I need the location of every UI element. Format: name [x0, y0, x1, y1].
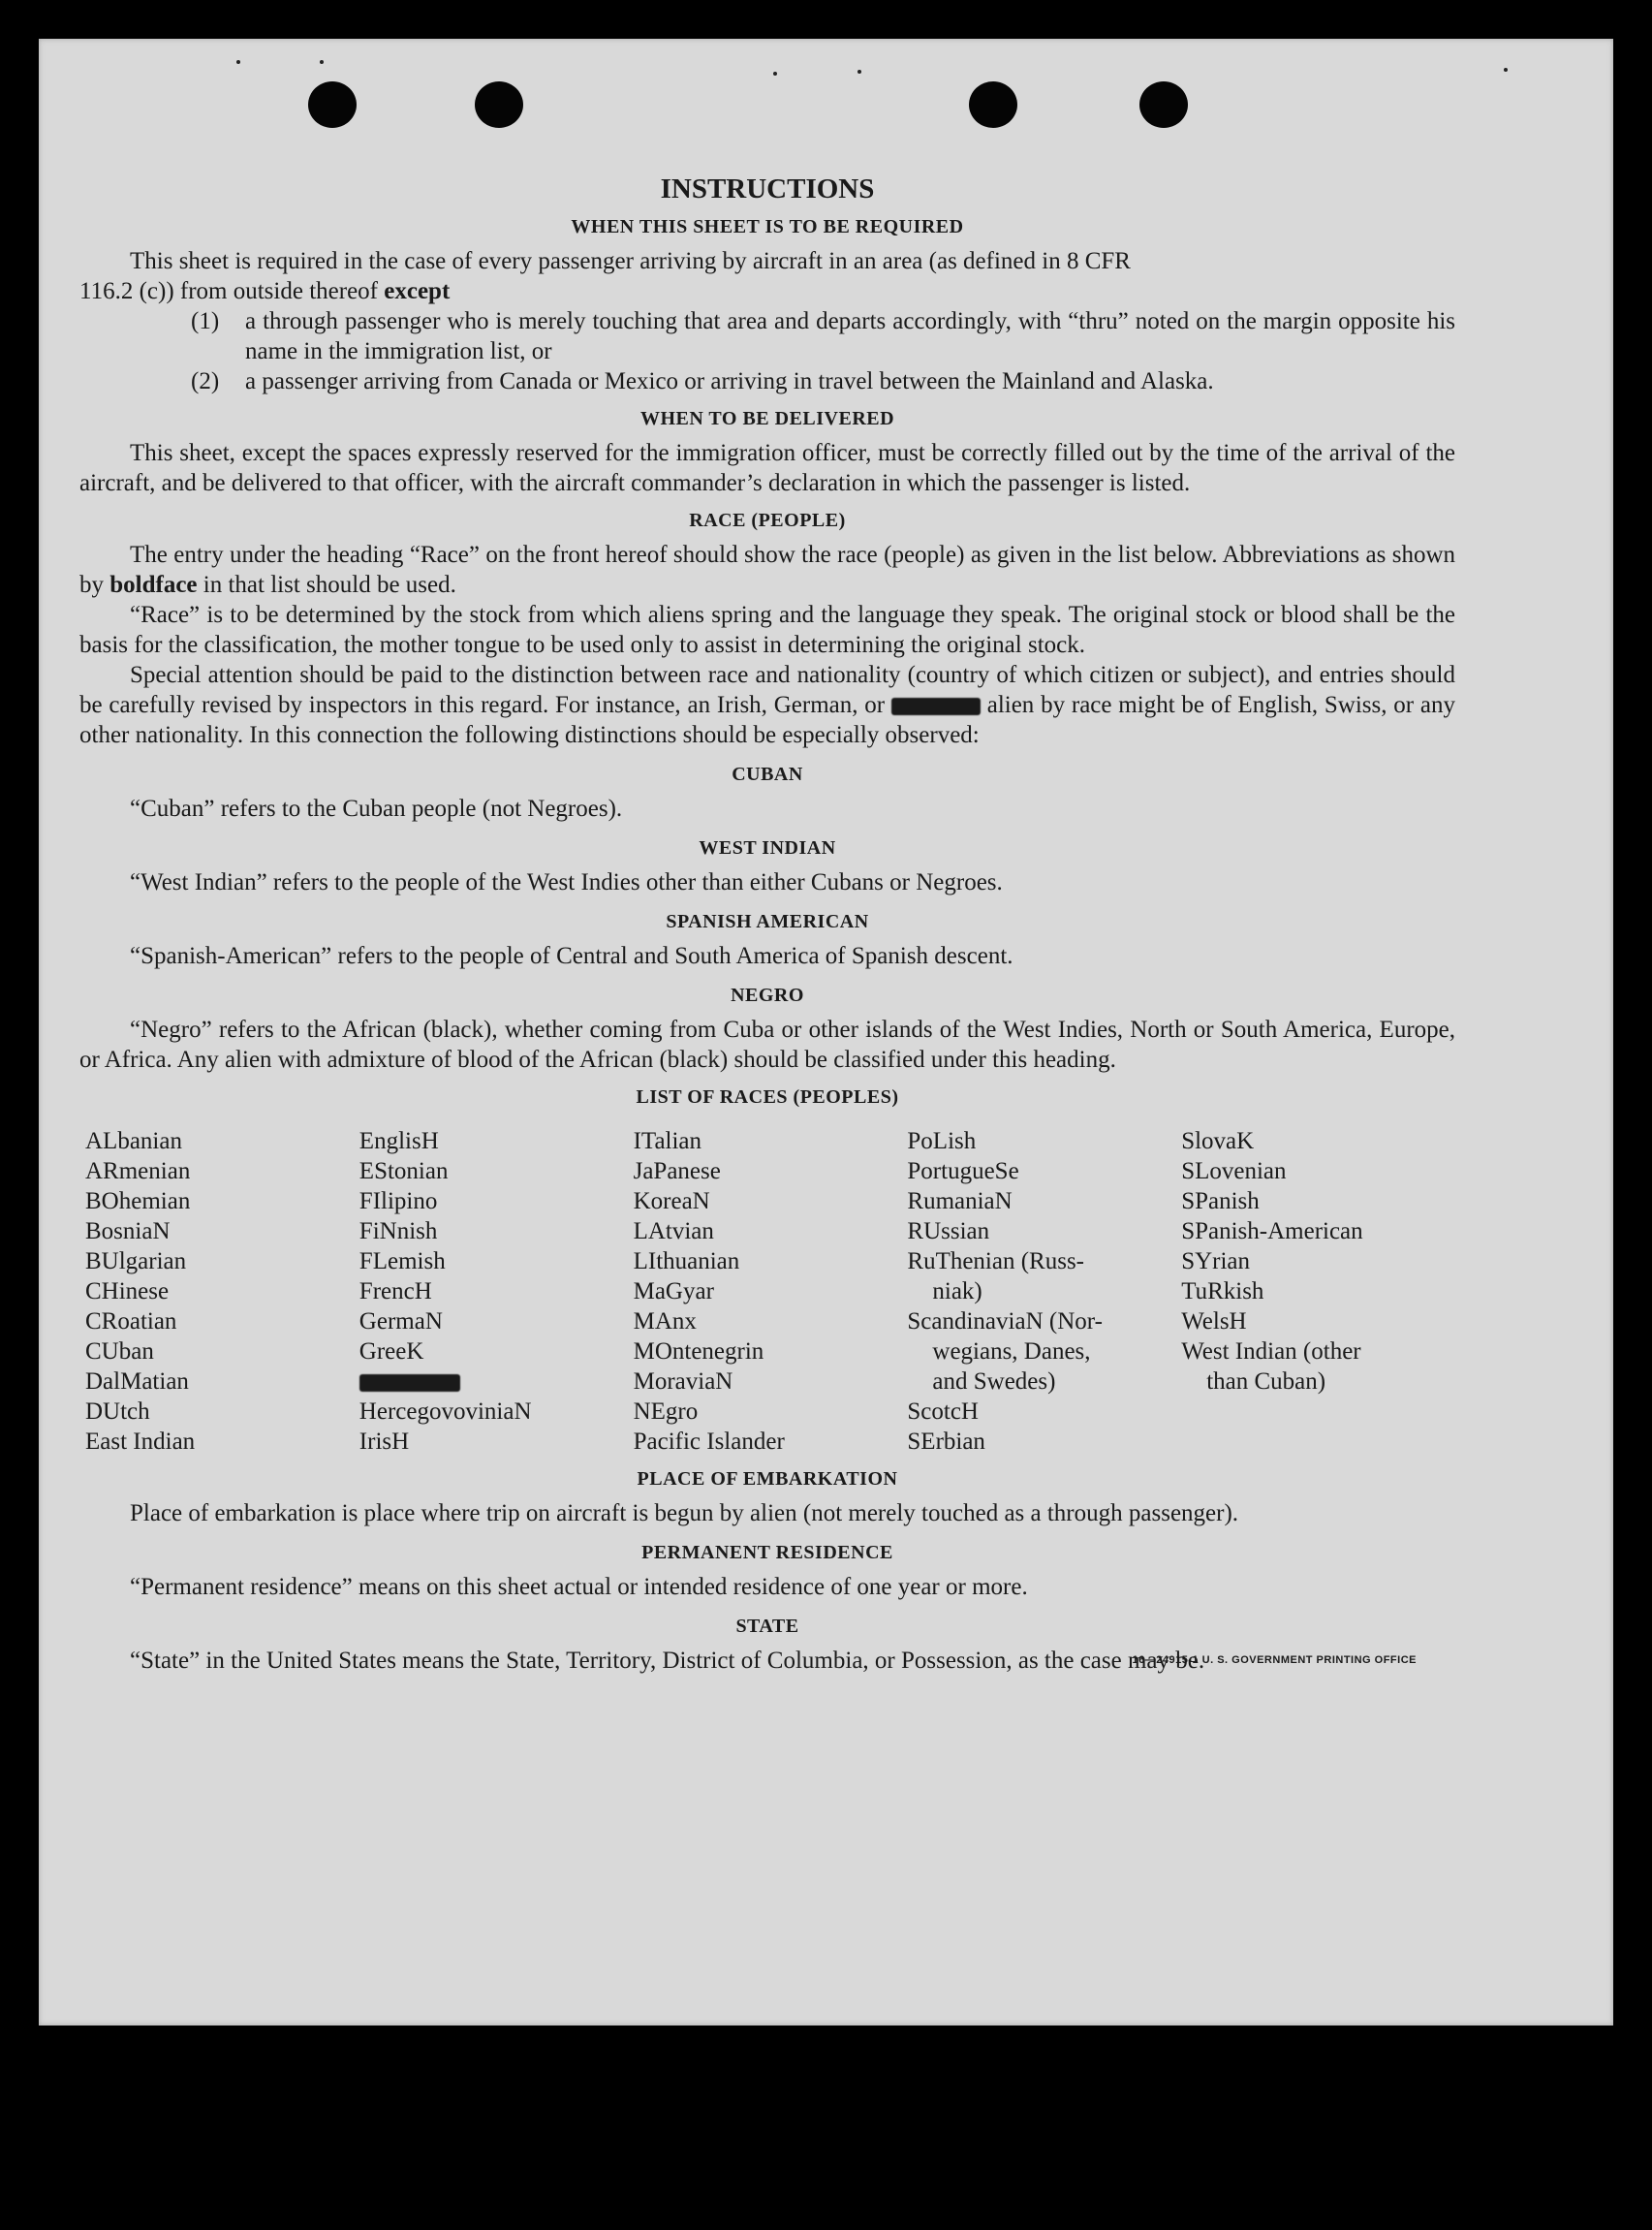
state-block	[79, 1646, 1455, 1676]
race-column	[907, 1126, 1181, 1457]
list-item: (2) a passenger arriving from Canada or Mexico or arriving in travel between the Mainland and Alaska.	[191, 368, 1214, 394]
race-entry: East Indian	[85, 1429, 196, 1455]
race-entry: West Indian (other	[1181, 1338, 1361, 1365]
section-heading: PERMANENT RESIDENCE	[641, 1542, 893, 1563]
race-entry: niak)	[932, 1278, 982, 1304]
race-entry: ARmenian	[85, 1158, 191, 1184]
paragraph: The entry under the heading “Race” on the front hereof should show the race (people) as given in the list below. Abbreviations as shown by boldface in that list should be used.	[79, 542, 1455, 598]
race-entry: PoLish	[907, 1128, 977, 1154]
race-entry: SErbian	[907, 1429, 985, 1455]
race-entry: RumaniaN	[907, 1188, 1013, 1214]
race-column	[634, 1126, 908, 1457]
race-entry: FIlipino	[358, 1188, 438, 1214]
document-page	[39, 39, 1613, 2026]
speck	[857, 70, 861, 74]
race-entry: NEgro	[633, 1398, 699, 1425]
race-entry: SlovaK	[1181, 1128, 1255, 1154]
race-entry: MOntenegrin	[633, 1338, 764, 1365]
race-entry: WelsH	[1181, 1308, 1247, 1335]
paragraph: “Race” is to be determined by the stock from which aliens spring and the language they speak. The original stock or blood shall be the basis for the classification, the mother tongue to be used only to assist in determining the original stock.	[79, 602, 1455, 658]
race-entry: FiNnish	[358, 1218, 438, 1244]
paragraph: Place of embarkation is place where trip on aircraft is begun by alien (not merely touched as a through passenger).	[130, 1500, 1239, 1526]
race-entry: IrisH	[358, 1429, 410, 1455]
race-entry: GermaN	[358, 1308, 443, 1335]
race-column	[1181, 1126, 1455, 1457]
section-heading: LIST OF RACES (PEOPLES)	[636, 1086, 899, 1108]
race-entry: EStonian	[358, 1158, 449, 1184]
race-entry: LAtvian	[633, 1218, 714, 1244]
printer-mark: 16—24915-1 U. S. GOVERNMENT PRINTING OFFICE	[1132, 1654, 1417, 1666]
race-entry: MAnx	[633, 1308, 697, 1335]
race-entry: FLemish	[358, 1248, 446, 1274]
race-list	[85, 1126, 1455, 1457]
race-entry: BosniaN	[85, 1218, 171, 1244]
race-column	[85, 1126, 359, 1457]
race-entry: HercegovoviniaN	[358, 1398, 532, 1425]
speck	[773, 72, 777, 76]
race-entry: RuThenian (Russ-	[907, 1248, 1085, 1274]
page-title: INSTRUCTIONS	[660, 173, 875, 204]
race-entry: Pacific Islander	[633, 1429, 785, 1455]
punch-hole	[1139, 81, 1188, 128]
paragraph: This sheet is required in the case of every passenger arriving by aircraft in an area (as defined in 8 CFR 116.2 (c)) from outside thereof except	[79, 248, 1131, 304]
race-entry: DalMatian	[85, 1368, 189, 1395]
section-heading: PLACE OF EMBARKATION	[637, 1468, 898, 1490]
paragraph: “Spanish-American” refers to the people of Central and South America of Spanish descent.	[130, 943, 1013, 969]
section-heading: SPANISH AMERICAN	[666, 911, 869, 932]
race-entry: ScotcH	[907, 1398, 979, 1425]
race-column	[359, 1126, 634, 1457]
race-entry: ITalian	[633, 1128, 702, 1154]
race-entry: CHinese	[85, 1278, 170, 1304]
punch-hole	[475, 81, 523, 128]
race-entry: SPanish	[1181, 1188, 1260, 1214]
paragraph: Special attention should be paid to the distinction between race and nationality (country of which citizen or subject), and entries should be carefully revised by inspectors in this regard. For instance, an Irish, German, or alien by race might be of English, Swiss, or any other nationality. In this connection the following distinctions should be especially observed:	[79, 662, 1455, 748]
race-entry: wegians, Danes,	[932, 1338, 1091, 1365]
speck	[236, 60, 240, 64]
paragraph: “Cuban” refers to the Cuban people (not Negroes).	[130, 796, 623, 822]
race-entry: RUssian	[907, 1218, 990, 1244]
race-entry: than Cuban)	[1206, 1368, 1326, 1395]
race-entry: BOhemian	[85, 1188, 191, 1214]
race-entry: FrencH	[358, 1278, 432, 1304]
race-entry: GreeK	[358, 1338, 424, 1365]
race-entry: CUban	[85, 1338, 154, 1365]
race-entry: BUlgarian	[85, 1248, 187, 1274]
race-entry: EnglisH	[358, 1128, 439, 1154]
race-entry: MaGyar	[633, 1278, 714, 1304]
punch-hole	[308, 81, 357, 128]
race-entry: KoreaN	[633, 1188, 710, 1214]
race-entry: TuRkish	[1181, 1278, 1264, 1304]
paragraph: This sheet, except the spaces expressly reserved for the immigration officer, must be correctly filled out by the time of the arrival of the aircraft, and be delivered to that officer, with the aircraft commander’s declaration in which the passenger is listed.	[79, 440, 1455, 496]
race-entry: SPanish-American	[1181, 1218, 1363, 1244]
race-entry: CRoatian	[85, 1308, 177, 1335]
section-heading: WEST INDIAN	[699, 837, 836, 859]
paragraph: “State” in the United States means the State, Territory, District of Columbia, or Possession, as the case may be.	[130, 1648, 1205, 1674]
race-entry: DUtch	[85, 1398, 150, 1425]
redaction-mark	[891, 698, 981, 715]
paragraph: “Negro” refers to the African (black), whether coming from Cuba or other islands of the West Indies, North or South America, Europe, or Africa. Any alien with admixture of blood of the African (black) should be classified under this heading.	[79, 1017, 1455, 1073]
race-entry: SYrian	[1181, 1248, 1251, 1274]
redaction-mark	[359, 1374, 460, 1392]
list-item: (1) a through passenger who is merely touching that area and departs accordingly, with “thru” noted on the margin opposite his name in the immigration list, or	[191, 308, 1455, 364]
speck	[1504, 68, 1508, 72]
instructions-text	[79, 174, 1455, 1676]
race-entry: PortugueSe	[907, 1158, 1019, 1184]
race-entry: LIthuanian	[633, 1248, 740, 1274]
section-heading: STATE	[735, 1616, 799, 1637]
race-entry-redacted	[359, 1366, 634, 1397]
speck	[320, 60, 324, 64]
paragraph: “West Indian” refers to the people of the West Indies other than either Cubans or Negroes.	[130, 869, 1003, 895]
section-heading: WHEN TO BE DELIVERED	[639, 408, 895, 429]
section-heading: NEGRO	[731, 985, 804, 1006]
section-heading: CUBAN	[732, 764, 803, 785]
paragraph: “Permanent residence” means on this sheet actual or intended residence of one year or more.	[130, 1574, 1028, 1600]
punch-hole	[969, 81, 1017, 128]
race-entry: and Swedes)	[932, 1368, 1056, 1395]
race-entry: ScandinaviaN (Nor-	[907, 1308, 1103, 1335]
race-entry: ALbanian	[85, 1128, 182, 1154]
race-entry: SLovenian	[1181, 1158, 1287, 1184]
section-heading: WHEN THIS SHEET IS TO BE REQUIRED	[571, 216, 964, 237]
section-heading: RACE (PEOPLE)	[689, 510, 846, 531]
race-entry: MoraviaN	[633, 1368, 733, 1395]
race-entry: JaPanese	[633, 1158, 721, 1184]
